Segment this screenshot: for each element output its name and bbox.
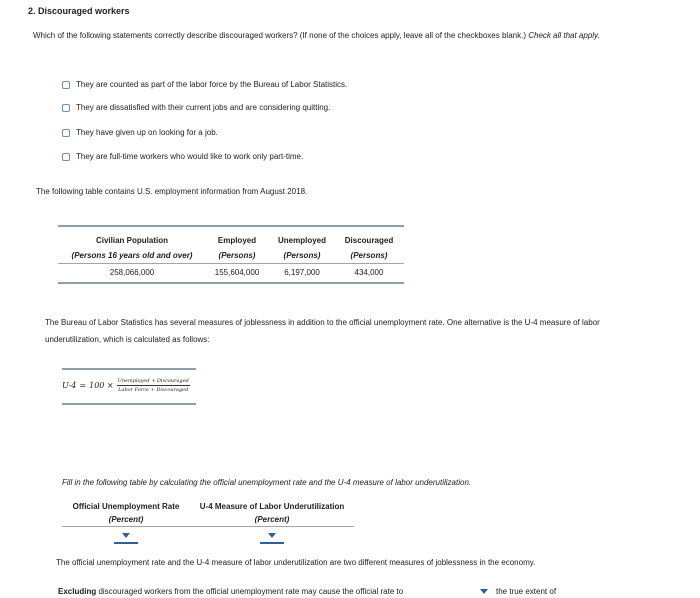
subheader-unemployed: (Persons)	[283, 251, 321, 260]
official-rate-dropdown[interactable]	[114, 533, 138, 544]
header-employed: Employed	[217, 236, 257, 245]
header-civilian-population: Civilian Population	[95, 236, 168, 245]
table-intro: The following table contains U.S. employment information from August 2018.	[36, 187, 308, 196]
choice-row-3[interactable]	[62, 128, 218, 137]
rate-effect-dropdown[interactable]	[480, 587, 556, 596]
formula-equals: =	[79, 381, 87, 390]
chevron-down-icon	[122, 533, 130, 538]
header-unemployed: Unemployed	[277, 236, 326, 245]
bls-description: The Bureau of Labor Statistics has several measures of joblessness in addition to the official unemployment rate. One alternative is the U-4 measure of labor underutilization, which is calculated as follows:	[45, 318, 600, 344]
value-discouraged: 434,000	[354, 268, 384, 277]
chevron-down-icon	[268, 533, 276, 538]
subheader-civilian-population: (Persons 16 years old and over)	[71, 251, 193, 260]
employment-table	[58, 225, 404, 284]
excluding-sentence	[58, 587, 403, 596]
choice-row-1[interactable]	[62, 80, 347, 89]
table-bottom-rule	[58, 282, 404, 284]
formula-denominator: Labor Force + Discouraged	[118, 387, 189, 393]
excluding-after: the true extent of	[496, 587, 557, 596]
choice-label-1: They are counted as part of the labor force by the Bureau of Labor Statistics.	[76, 80, 348, 89]
checkbox-4[interactable]	[62, 153, 70, 161]
rate-table	[62, 500, 354, 548]
formula-factor: 100 ×	[89, 381, 114, 390]
value-civilian-population: 258,066,000	[109, 268, 155, 277]
chevron-down-icon	[480, 589, 488, 594]
formula-numerator: Unemployed + Discouraged	[117, 378, 189, 384]
formula-fraction	[117, 378, 190, 393]
header-u4-measure: U-4 Measure of Labor Underutilization	[199, 502, 345, 511]
subheader-discouraged: (Persons)	[350, 251, 388, 260]
excluding-bold: Excluding	[58, 587, 97, 596]
header-discouraged: Discouraged	[344, 236, 394, 245]
choice-row-2[interactable]	[62, 103, 330, 112]
section-title: 2. Discouraged workers	[28, 6, 130, 16]
checkbox-3[interactable]	[62, 129, 70, 137]
choice-row-4[interactable]	[62, 152, 303, 161]
formula-lhs: U-4	[62, 381, 77, 390]
choice-label-2: They are dissatisfied with their current jobs and are considering quitting.	[76, 103, 331, 112]
value-unemployed: 6,197,000	[284, 268, 320, 277]
choice-label-3: They have given up on looking for a job.	[76, 128, 218, 137]
checkbox-1[interactable]	[62, 81, 70, 89]
subheader-employed: (Persons)	[218, 251, 256, 260]
subheader-official-rate: (Percent)	[108, 515, 144, 524]
question-prompt: Which of the following statements correctly describe discouraged workers? (If none of the choices apply, leave all of the checkboxes blank.)	[33, 31, 526, 40]
checkbox-2[interactable]	[62, 104, 70, 112]
choice-label-4: They are full-time workers who would like to work only part-time.	[76, 152, 304, 161]
official-rate-note: The official unemployment rate and the U-4 measure of labor underutilization are two different measures of joblessness in the economy.	[56, 558, 536, 567]
value-employed: 155,604,000	[214, 268, 260, 277]
question-text	[33, 28, 653, 43]
formula-bottom-rule	[62, 403, 196, 405]
excluding-text: discouraged workers from the official unemployment rate may cause the official rate to	[96, 587, 404, 596]
u4-measure-dropdown[interactable]	[260, 533, 284, 544]
fill-instructions: Fill in the following table by calculating the official unemployment rate and the U-4 measure of labor underutilization.	[62, 478, 472, 487]
u4-formula	[62, 368, 196, 405]
subheader-u4-measure: (Percent)	[254, 515, 290, 524]
check-all-note: Check all that apply.	[528, 31, 600, 40]
header-official-rate: Official Unemployment Rate	[72, 502, 180, 511]
